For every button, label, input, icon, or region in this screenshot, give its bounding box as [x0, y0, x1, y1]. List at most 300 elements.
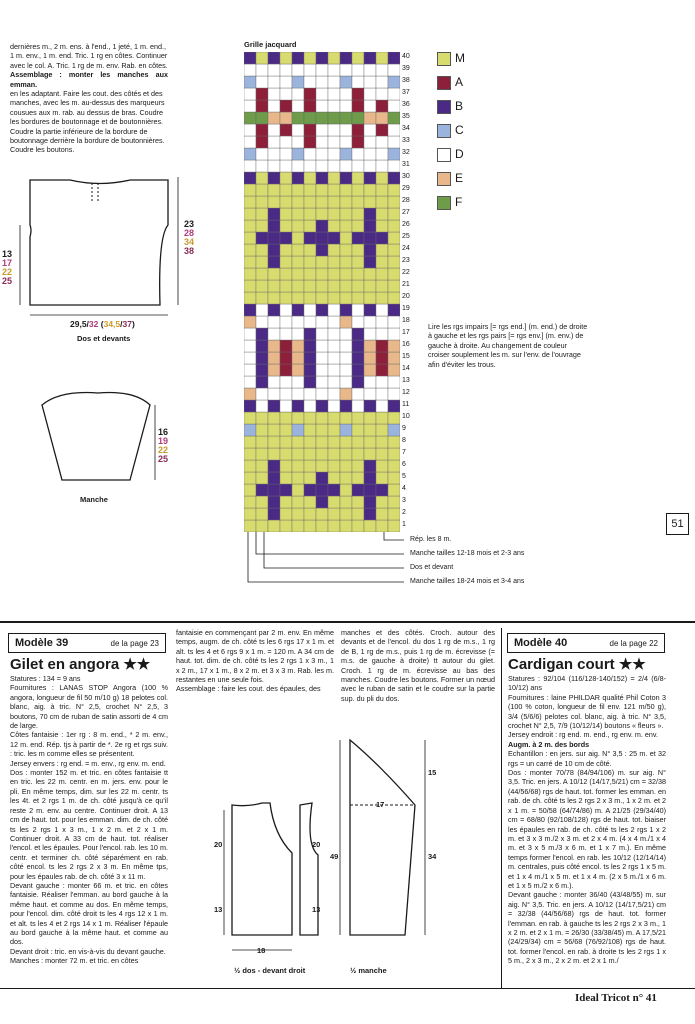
grid-cell: [280, 232, 292, 244]
legend-label-F: F: [455, 195, 463, 209]
row-number: 10: [402, 413, 410, 420]
grid-cell: [328, 76, 340, 88]
grid-cell: [364, 424, 376, 436]
grid-cell: [304, 400, 316, 412]
grid-cell: [352, 136, 364, 148]
model40-header: [507, 633, 665, 653]
grid-cell: [352, 160, 364, 172]
grid-cell: [328, 496, 340, 508]
page-number-marker: 51: [666, 513, 689, 535]
grid-cell: [280, 112, 292, 124]
grid-cell: [388, 496, 400, 508]
grid-note: Lire les rgs impairs [= rgs end.] (m. end.) de droite à gauche et les rgs pairs [= rgs env.] (m. env.) de gauche à droite. Au changement de couleur croiser souplement les m. sur l'env. de l'ouvrage afin d'éviter les trous.: [428, 322, 588, 369]
footer-rule: [0, 988, 695, 989]
grid-cell: [292, 400, 304, 412]
model39-col3: manches et des côtés. Croch. autour des devants et de l'encol. du dos 1 rg de m.s., 1 rg de B, 1 rg de m.s., puis 1 rg de m. écrevisse (= m.s. de gauche à droite) tt autour du gilet. Croch. 1 rg de m. écrevisse au bas des manches. Coudre les boutons. Former un nœud avec le ruban de satin et le coudre sur la partie sup. du pli du dos.: [341, 628, 495, 703]
grid-cell: [388, 292, 400, 304]
grid-cell: [304, 244, 316, 256]
grid-cell: [268, 484, 280, 496]
row-number: 18: [402, 317, 410, 324]
grid-cell: [280, 352, 292, 364]
grid-cell: [256, 388, 268, 400]
grid-cell: [292, 388, 304, 400]
grid-cell: [376, 232, 388, 244]
grid-cell: [244, 508, 256, 520]
grid-cell: [316, 376, 328, 388]
grid-cell: [244, 412, 256, 424]
row-number: 6: [402, 461, 406, 468]
grid-cell: [304, 112, 316, 124]
grid-cell: [292, 52, 304, 64]
grid-cell: [280, 52, 292, 64]
grid-cell: [268, 436, 280, 448]
grid-cell: [388, 376, 400, 388]
grid-cell: [364, 76, 376, 88]
grid-cell: [280, 412, 292, 424]
dos-right-sizes: 23 28 34 38: [184, 219, 195, 256]
grid-cell: [364, 124, 376, 136]
grid-cell: [328, 256, 340, 268]
grid-cell: [292, 316, 304, 328]
grid-cell: [340, 232, 352, 244]
grid-cell: [328, 388, 340, 400]
grid-cell: [304, 148, 316, 160]
grid-cell: [376, 364, 388, 376]
grid-cell: [364, 484, 376, 496]
model40-title: Cardigan court ★★: [508, 656, 646, 673]
grid-cell: [352, 100, 364, 112]
grid-cell: [388, 364, 400, 376]
grid-cell: [340, 124, 352, 136]
grid-cell: [256, 508, 268, 520]
row-number: 5: [402, 473, 406, 480]
grid-cell: [304, 64, 316, 76]
grid-cell: [328, 460, 340, 472]
grid-cell: [316, 136, 328, 148]
row-number: 8: [402, 437, 406, 444]
grid-cell: [280, 496, 292, 508]
dos-left-sizes: 13 17 22 25: [2, 249, 13, 286]
legend-label-A: A: [455, 75, 464, 89]
grid-cell: [352, 424, 364, 436]
grid-cell: [364, 100, 376, 112]
grid-cell: [316, 508, 328, 520]
dim-13: 13: [214, 905, 223, 914]
grid-cell: [304, 52, 316, 64]
grid-cell: [328, 124, 340, 136]
grid-cell: [316, 148, 328, 160]
grid-cell: [304, 424, 316, 436]
grid-cell: [280, 400, 292, 412]
row-number: 21: [402, 281, 410, 288]
grid-cell: [376, 184, 388, 196]
grid-cell: [328, 280, 340, 292]
grid-cell: [316, 268, 328, 280]
grid-cell: [364, 412, 376, 424]
grid-cell: [244, 52, 256, 64]
grid-cell: [376, 328, 388, 340]
grid-cell: [280, 208, 292, 220]
grid-cell: [376, 304, 388, 316]
grid-cell: [340, 76, 352, 88]
grid-cell: [388, 280, 400, 292]
grid-cell: [268, 256, 280, 268]
grid-cell: [364, 232, 376, 244]
grid-cell: [352, 460, 364, 472]
grid-cell: [304, 460, 316, 472]
grid-cell: [268, 208, 280, 220]
row-number: 24: [402, 245, 410, 252]
grid-cell: [376, 196, 388, 208]
model39-title: Gilet en angora ★★: [10, 656, 151, 673]
grid-cell: [316, 220, 328, 232]
grid-cell: [340, 148, 352, 160]
grid-cell: [316, 232, 328, 244]
grid-cell: [328, 232, 340, 244]
row-number: 38: [402, 77, 410, 84]
row-number: 11: [402, 401, 410, 408]
grid-cell: [304, 364, 316, 376]
grid-cell: [280, 100, 292, 112]
manche2-label: Manche tailles 18-24 mois et 3-4 ans: [410, 578, 525, 585]
grid-cell: [376, 172, 388, 184]
grid-cell: [340, 184, 352, 196]
grid-cell: [292, 172, 304, 184]
grid-cell: [388, 136, 400, 148]
grid-cell: [292, 208, 304, 220]
repeat-label: Rép. les 8 m.: [410, 536, 452, 543]
model40-page-ref: de la page 22: [609, 638, 658, 648]
grid-cell: [376, 400, 388, 412]
grid-cell: [280, 508, 292, 520]
grid-cell: [256, 100, 268, 112]
row-number: 31: [402, 161, 410, 168]
grid-cell: [280, 64, 292, 76]
manche-schematic: [0, 385, 180, 495]
grid-cell: [244, 304, 256, 316]
grid-cell: [376, 256, 388, 268]
grid-cell: [316, 196, 328, 208]
dim-34: 34: [428, 852, 437, 861]
grid-cell: [376, 316, 388, 328]
grid-cell: [340, 244, 352, 256]
grid-cell: [292, 412, 304, 424]
grid-cell: [364, 172, 376, 184]
grid-cell: [292, 220, 304, 232]
row-number: 13: [402, 377, 410, 384]
row-number: 2: [402, 509, 406, 516]
grid-cell: [352, 340, 364, 352]
grid-cell: [292, 376, 304, 388]
grid-cell: [268, 292, 280, 304]
grid-cell: [340, 352, 352, 364]
row-number: 25: [402, 233, 410, 240]
grid-cell: [364, 400, 376, 412]
grid-cell: [340, 256, 352, 268]
grid-cell: [304, 316, 316, 328]
grid-cell: [352, 292, 364, 304]
grid-cell: [376, 496, 388, 508]
grid-cell: [292, 256, 304, 268]
grid-cell: [292, 148, 304, 160]
grid-cell: [280, 136, 292, 148]
grid-cell: [304, 172, 316, 184]
grid-cell: [340, 472, 352, 484]
grid-cell: [364, 496, 376, 508]
grid-cell: [268, 112, 280, 124]
row-number: 15: [402, 353, 410, 360]
grid-cell: [364, 340, 376, 352]
grid-cell: [280, 448, 292, 460]
grid-cell: [292, 160, 304, 172]
grid-cell: [328, 412, 340, 424]
grid-cell: [352, 376, 364, 388]
grid-cell: [388, 208, 400, 220]
grid-cell: [388, 472, 400, 484]
grid-cell: [244, 268, 256, 280]
grid-cell: [292, 196, 304, 208]
row-number: 34: [402, 125, 410, 132]
grid-cell: [256, 292, 268, 304]
grid-cell: [268, 76, 280, 88]
grid-cell: [292, 76, 304, 88]
grid-cell: [340, 436, 352, 448]
grid-cell: [340, 268, 352, 280]
grid-cell: [316, 256, 328, 268]
grid-cell: [292, 268, 304, 280]
grid-cell: [304, 508, 316, 520]
grid-cell: [280, 196, 292, 208]
grid-cell: [244, 100, 256, 112]
grid-cell: [376, 148, 388, 160]
grid-cell: [388, 388, 400, 400]
grid-cell: [304, 76, 316, 88]
grid-cell: [292, 484, 304, 496]
grid-cell: [340, 136, 352, 148]
grid-cell: [352, 88, 364, 100]
grid-cell: [376, 64, 388, 76]
grid-cell: [328, 64, 340, 76]
grid-cell: [244, 220, 256, 232]
grid-cell: [304, 184, 316, 196]
grid-cell: [340, 208, 352, 220]
grid-cell: [256, 88, 268, 100]
grid-cell: [256, 172, 268, 184]
model39-name: Modèle 39: [15, 637, 69, 649]
grid-cell: [268, 424, 280, 436]
grid-cell: [316, 100, 328, 112]
grid-cell: [388, 412, 400, 424]
grid-cell: [376, 124, 388, 136]
grid-cell: [256, 184, 268, 196]
grid-cell: [340, 112, 352, 124]
grid-cell: [268, 496, 280, 508]
grid-cell: [280, 172, 292, 184]
grid-cell: [316, 280, 328, 292]
grid-cell: [340, 292, 352, 304]
grid-cell: [268, 196, 280, 208]
dim-15: 15: [428, 768, 437, 777]
dos-devant-label: ½ dos - devant droit: [234, 966, 306, 975]
grid-cell: [256, 208, 268, 220]
grid-cell: [256, 352, 268, 364]
grid-cell: [256, 304, 268, 316]
grid-cell: [304, 472, 316, 484]
grid-cell: [316, 124, 328, 136]
grid-cell: [268, 184, 280, 196]
grid-cell: [340, 304, 352, 316]
grid-cell: [292, 292, 304, 304]
grid-cell: [268, 352, 280, 364]
grid-cell: [352, 352, 364, 364]
grid-cell: [376, 412, 388, 424]
row-number: 4: [402, 485, 406, 492]
grid-cell: [364, 256, 376, 268]
grid-cell: [364, 508, 376, 520]
grid-cell: [256, 472, 268, 484]
grid-cell: [364, 136, 376, 148]
grid-cell: [364, 352, 376, 364]
grid-cell: [280, 244, 292, 256]
section-divider: [0, 621, 695, 623]
grid-cell: [244, 328, 256, 340]
grid-cell: [292, 184, 304, 196]
grid-cell: [256, 364, 268, 376]
grid-cell: [256, 412, 268, 424]
legend-swatch-E: [437, 172, 451, 186]
grid-cell: [340, 88, 352, 100]
grid-cell: [316, 328, 328, 340]
row-number: 26: [402, 221, 410, 228]
grid-cell: [340, 388, 352, 400]
grid-cell: [280, 160, 292, 172]
row-number: 14: [402, 365, 410, 372]
grid-cell: [376, 376, 388, 388]
grid-cell: [352, 280, 364, 292]
grid-cell: [376, 112, 388, 124]
grid-cell: [304, 220, 316, 232]
grid-cell: [388, 352, 400, 364]
grid-cell: [340, 100, 352, 112]
grid-cell: [316, 436, 328, 448]
grid-cell: [244, 184, 256, 196]
grid-cell: [244, 400, 256, 412]
grid-cell: [364, 280, 376, 292]
grid-cell: [280, 268, 292, 280]
grid-cell: [256, 448, 268, 460]
grid-cell: [292, 244, 304, 256]
grid-cell: [244, 496, 256, 508]
grid-cell: [316, 184, 328, 196]
grid-cell: [256, 232, 268, 244]
grid-cell: [244, 112, 256, 124]
legend-swatch-C: [437, 124, 451, 138]
grid-cell: [304, 304, 316, 316]
grid-cell: [328, 100, 340, 112]
grid-cell: [268, 448, 280, 460]
grid-cell: [340, 496, 352, 508]
grid-cell: [364, 220, 376, 232]
grid-cell: [388, 232, 400, 244]
grid-cell: [268, 340, 280, 352]
grid-cell: [364, 244, 376, 256]
grid-cell: [304, 328, 316, 340]
grid-cell: [304, 292, 316, 304]
grid-cell: [376, 52, 388, 64]
grid-cell: [328, 340, 340, 352]
grid-cell: [328, 208, 340, 220]
grid-cell: [388, 148, 400, 160]
legend-swatch-B: [437, 100, 451, 114]
row-number: 3: [402, 497, 406, 504]
grid-cell: [304, 376, 316, 388]
grid-cell: [292, 352, 304, 364]
grid-cell: [256, 400, 268, 412]
grid-cell: [328, 352, 340, 364]
grid-cell: [268, 244, 280, 256]
grid-cell: [316, 244, 328, 256]
grid-cell: [364, 376, 376, 388]
grid-cell: [256, 52, 268, 64]
legend-label-M: M: [455, 51, 465, 65]
grid-cell: [388, 100, 400, 112]
grid-cell: [268, 52, 280, 64]
grid-cell: [364, 364, 376, 376]
grid-cell: [328, 508, 340, 520]
manche-half-label: ½ manche: [350, 966, 387, 975]
grid-cell: [352, 52, 364, 64]
grid-cell: [388, 436, 400, 448]
grid-cell: [268, 304, 280, 316]
grid-cell: [244, 316, 256, 328]
grid-cell: [364, 52, 376, 64]
grid-cell: [244, 64, 256, 76]
grid-cell: [280, 292, 292, 304]
grid-cell: [268, 232, 280, 244]
grid-cell: [340, 412, 352, 424]
grid-cell: [280, 424, 292, 436]
grid-cell: [256, 316, 268, 328]
grid-cell: [364, 304, 376, 316]
grid-cell: [244, 136, 256, 148]
grid-cell: [292, 124, 304, 136]
row-number: 22: [402, 269, 410, 276]
grid-cell: [244, 244, 256, 256]
grid-cell: [244, 376, 256, 388]
grid-cell: [244, 124, 256, 136]
grid-cell: [364, 184, 376, 196]
grid-cell: [388, 52, 400, 64]
row-number: 20: [402, 293, 410, 300]
grid-cell: [352, 448, 364, 460]
grid-cell: [304, 196, 316, 208]
grid-cell: [340, 316, 352, 328]
grid-cell: [244, 352, 256, 364]
grid-cell: [304, 88, 316, 100]
grid-cell: [304, 352, 316, 364]
grid-cell: [388, 508, 400, 520]
grid-title: Grille jacquard: [244, 40, 297, 49]
grid-cell: [388, 400, 400, 412]
grid-cell: [304, 484, 316, 496]
grid-cell: [328, 244, 340, 256]
row-number: 27: [402, 209, 410, 216]
grid-cell: [328, 112, 340, 124]
grid-cell: [244, 472, 256, 484]
grid-cell: [352, 196, 364, 208]
grid-cell: [244, 460, 256, 472]
grid-cell: [268, 472, 280, 484]
